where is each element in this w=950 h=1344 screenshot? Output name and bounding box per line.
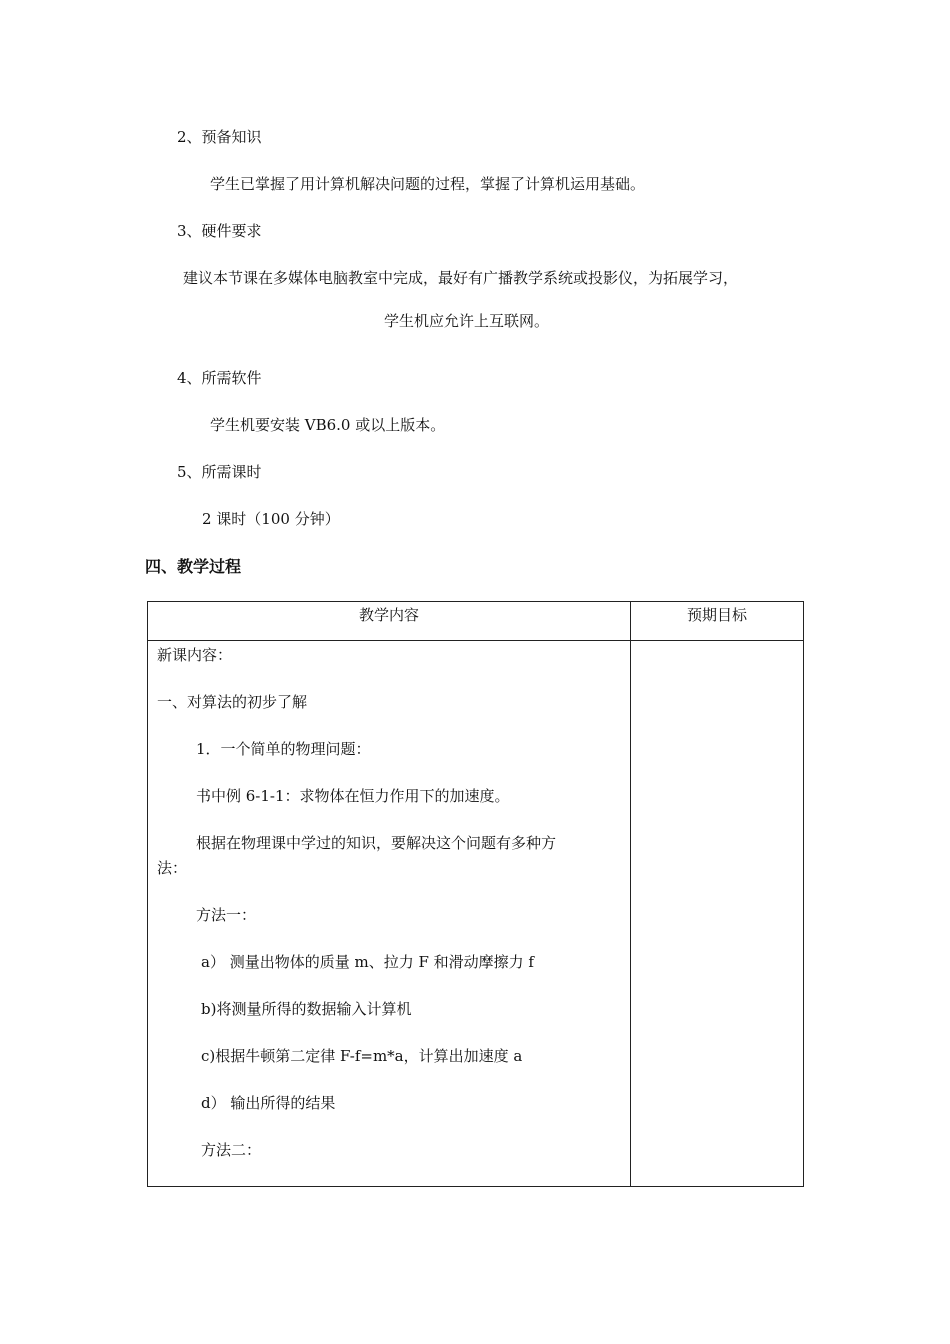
intro-text-2: 法： xyxy=(157,859,188,877)
table-row xyxy=(148,641,804,1187)
prereq-heading: 2、预备知识 xyxy=(177,128,262,146)
step-d: d） 输出所得的结果 xyxy=(201,1094,336,1112)
hours-text: 2 课时（100 分钟） xyxy=(202,510,340,528)
hardware-text-2: 学生机应允许上互联网。 xyxy=(384,312,550,330)
new-content-label: 新课内容： xyxy=(157,646,233,664)
part4-title: 四、教学过程 xyxy=(145,557,242,576)
step-a: a） 测量出物体的质量 m、拉力 F 和滑动摩擦力 f xyxy=(201,953,534,971)
prereq-text: 学生已掌握了用计算机解决问题的过程，掌握了计算机运用基础。 xyxy=(210,175,646,193)
hardware-heading: 3、硬件要求 xyxy=(177,222,262,240)
part1-heading: 一、对算法的初步了解 xyxy=(157,693,308,711)
example-text: 书中例 6-1-1：求物体在恒力作用下的加速度。 xyxy=(196,787,510,805)
software-heading: 4、所需软件 xyxy=(177,369,262,387)
method1-heading: 方法一： xyxy=(196,906,257,924)
software-text: 学生机要安装 VB6.0 或以上版本。 xyxy=(210,416,446,434)
item1-heading: 1．一个简单的物理问题： xyxy=(196,740,371,758)
method2-heading: 方法二： xyxy=(201,1141,262,1159)
goal-cell xyxy=(631,641,804,1187)
header-goal: 预期目标 xyxy=(631,602,804,641)
step-b: b)将测量所得的数据输入计算机 xyxy=(201,1000,412,1018)
step-c: c)根据牛顿第二定律 F-f=m*a，计算出加速度 a xyxy=(201,1047,523,1065)
lesson-table xyxy=(147,601,804,1187)
table-header-row xyxy=(148,602,804,641)
hardware-text-1: 建议本节课在多媒体电脑教室中完成，最好有广播教学系统或投影仪，为拓展学习， xyxy=(183,269,739,287)
content-cell xyxy=(148,641,631,1187)
hours-heading: 5、所需课时 xyxy=(177,463,262,481)
intro-text-1: 根据在物理课中学过的知识，要解决这个问题有多种方 xyxy=(196,834,557,852)
header-content: 教学内容 xyxy=(148,602,631,641)
